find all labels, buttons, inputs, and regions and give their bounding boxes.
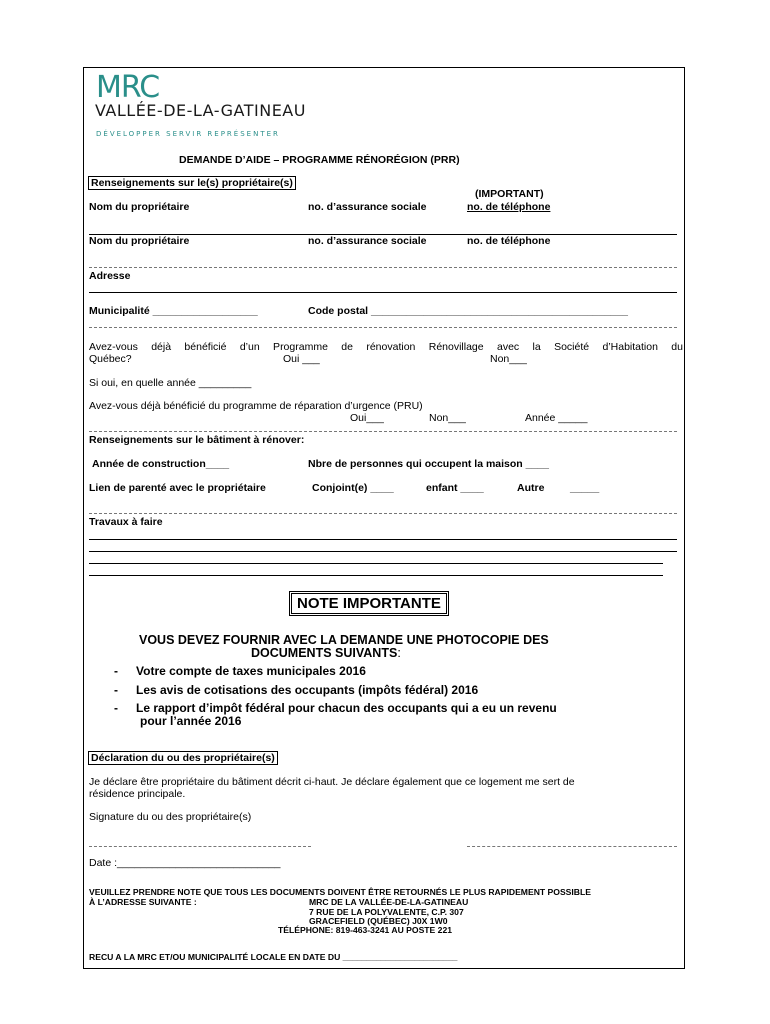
renovillage-non[interactable]: Non___	[490, 353, 527, 365]
address-label: Adresse	[89, 270, 131, 282]
declaration-text-1: Je déclare être propriétaire du bâtiment décrit ci-haut. Je déclare également que ce logement me sert de	[89, 776, 575, 788]
owner2-line[interactable]	[89, 267, 677, 268]
footer-phone: TÉLÉPHONE: 819-463-3241 AU POSTE 221	[278, 925, 453, 935]
owner1-name-label: Nom du propriétaire	[89, 201, 190, 213]
works-line-4[interactable]	[89, 575, 663, 576]
renovillage-question: Avez-vous déjà bénéficié d’un Programme de rénovation Rénovillage avec la Société d’Habitation du	[89, 341, 683, 353]
separator-1	[89, 327, 677, 328]
separator-3	[89, 513, 677, 514]
works-line-1[interactable]	[89, 539, 677, 540]
bullet-1: -	[114, 664, 118, 678]
pru-oui[interactable]: Oui___	[350, 412, 384, 424]
document-item-3-cont: pour l’année 2016	[140, 714, 242, 728]
spouse-field[interactable]: Conjoint(e) ____	[312, 482, 394, 494]
document-item-3: Le rapport d’impôt fédéral pour chacun des occupants qui a eu un revenu	[136, 701, 557, 715]
footer-address-3: GRACEFIELD (QUÉBEC) J0X 1W0	[309, 916, 448, 926]
footer-notice-1: VEUILLEZ PRENDRE NOTE QUE TOUS LES DOCUMENTS DOIVENT ÊTRE RETOURNÉS LE PLUS RAPIDEMENT POSSIBLE	[89, 887, 591, 897]
declaration-title: Déclaration du ou des propriétaire(s)	[88, 751, 278, 765]
pru-non[interactable]: Non___	[429, 412, 466, 424]
construction-year-field[interactable]: Année de construction____	[92, 458, 230, 470]
signature-line-2[interactable]	[467, 846, 677, 847]
logo-mrc: MRC	[96, 70, 160, 105]
signature-line-1[interactable]	[89, 846, 311, 847]
bullet-3: -	[114, 701, 118, 715]
works-line-2[interactable]	[89, 551, 677, 552]
document-item-2: Les avis de cotisations des occupants (impôts fédéral) 2016	[136, 683, 479, 697]
signature-label: Signature du ou des propriétaire(s)	[89, 811, 252, 823]
renovillage-question-cont: Québec?	[89, 353, 132, 365]
other-label: Autre	[517, 482, 545, 494]
footer-address-2: 7 RUE DE LA POLYVALENTE, C.P. 307	[309, 907, 464, 917]
pru-annee[interactable]: Année _____	[525, 412, 588, 424]
footer-address-1: MRC DE LA VALLÉE-DE-LA-GATINEAU	[309, 897, 469, 907]
note-title: NOTE IMPORTANTE	[289, 591, 449, 616]
logo-tagline: DÉVELOPPER SERVIR REPRÉSENTER	[96, 130, 280, 138]
pru-question: Avez-vous déjà bénéficié du programme de réparation d’urgence (PRU)	[89, 400, 423, 412]
relation-label: Lien de parenté avec le propriétaire	[89, 482, 266, 494]
owner2-sin-label: no. d’assurance sociale	[308, 235, 427, 247]
note-heading-1: VOUS DEVEZ FOURNIR AVEC LA DEMANDE UNE PHOTOCOPIE DES	[139, 633, 549, 647]
document-item-1: Votre compte de taxes municipales 2016	[136, 664, 366, 678]
important-label: (IMPORTANT)	[475, 188, 544, 200]
owner2-name-label: Nom du propriétaire	[89, 235, 190, 247]
logo-name: VALLÉE-DE-LA-GATINEAU	[95, 101, 306, 120]
form-title: DEMANDE D’AIDE – PROGRAMME RÉNORÉGION (PRR)	[179, 154, 460, 166]
owner1-sin-label: no. d’assurance sociale	[308, 201, 427, 213]
address-line[interactable]	[89, 292, 677, 293]
declaration-text-2: résidence principale.	[89, 788, 186, 800]
received-date-field[interactable]: RECU A LA MRC ET/OU MUNICIPALITÉ LOCALE EN DATE DU ________________________	[89, 952, 458, 962]
works-label: Travaux à faire	[89, 516, 163, 528]
form-page	[83, 67, 685, 969]
note-heading-2: DOCUMENTS SUIVANTS:	[251, 646, 401, 660]
owner1-phone-label: no. de téléphone	[467, 201, 551, 213]
child-field[interactable]: enfant ____	[426, 482, 484, 494]
occupants-field[interactable]: Nbre de personnes qui occupent la maison ____	[308, 458, 549, 470]
building-section-title: Renseignements sur le bâtiment à rénover:	[89, 434, 305, 446]
renovillage-oui[interactable]: Oui ___	[283, 353, 320, 365]
owner2-phone-label: no. de téléphone	[467, 235, 551, 247]
renovillage-year[interactable]: Si oui, en quelle année _________	[89, 377, 252, 389]
other-field[interactable]: _____	[570, 482, 600, 494]
separator-2	[89, 431, 677, 432]
footer-notice-2: À L’ADRESSE SUIVANTE :	[89, 897, 197, 907]
owners-section-title: Renseignements sur le(s) propriétaire(s)	[88, 176, 296, 190]
postal-code-field[interactable]: Code postal ____________________________________________	[308, 305, 628, 317]
municipality-field[interactable]: Municipalité __________________	[89, 305, 258, 317]
works-line-3[interactable]	[89, 563, 663, 564]
date-field[interactable]: Date :____________________________	[89, 857, 281, 869]
bullet-2: -	[114, 683, 118, 697]
